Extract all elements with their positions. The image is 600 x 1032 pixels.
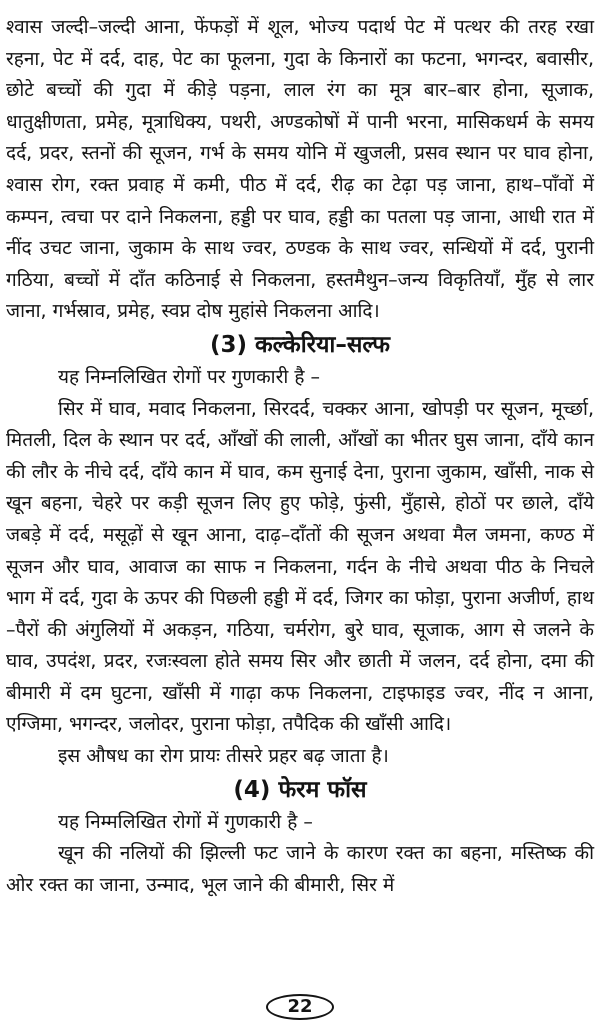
- paragraph-intro-calcarea-sulph: यह निम्नलिखित रोगों पर गुणकारी है –: [58, 365, 320, 388]
- paragraph-aggravation-note: इस औषध का रोग प्रायः तीसरे प्रहर बढ़ जाता है।: [58, 745, 389, 768]
- page-footer: [0, 994, 600, 1020]
- section-heading-ferrum-phos: (4) फेरम फॉस: [233, 776, 367, 803]
- page-number: 22: [266, 994, 334, 1020]
- section-heading-calcarea-sulph: (3) कल्केरिया–सल्फ: [209, 331, 391, 358]
- paragraph-continued-symptoms: श्वास जल्दी–जल्दी आना, फेंफड़ों में शूल, भोज्य पदार्थ पेट में पत्थर की तरह रखा रहना, पेट में दर्द, दाह, पेट का फूलना, गुदा के किनारों का फटना, भगन्दर, बवासीर, छोटे बच्चों की गुदा में कीड़े पड़ना, लाल रंग का मूत्र बार–बार होना, सूजाक, धातुक्षीणता, प्रमेह, मूत्राधिक्य, पथरी, अण्डकोषों में पानी भरना, मासिकधर्म के समय दर्द, प्रदर, स्तनों की सूजन, गर्भ के समय योनि में खुजली, प्रसव स्थान पर घाव होना, श्वास रोग, रक्त प्रवाह में कमी, पीठ में दर्द, रीढ़ का टेढ़ा पड़ जाना, हाथ–पाँवों में कम्पन, त्वचा पर दाने निकलना, हड्डी पर घाव, हड्डी का पतला पड़ जाना, आधी रात में नींद उचट जाना, जुकाम के साथ ज्वर, ठण्डक के साथ ज्वर, सन्धियों में दर्द, पुरानी गठिया, बच्चों में दाँत कठिनाई से निकलना, हस्तमैथुन–जन्य विकृतियाँ, मुँह से लार जाना, गर्भस्राव, प्रमेह, स्वप्न दोष मुहांसे निकलना आदि।: [6, 16, 594, 323]
- paragraph-intro-ferrum-phos: यह निम्मलिखित रोगों में गुणकारी है –: [58, 810, 313, 833]
- paragraph-ferrum-phos-symptoms: खून की नलियों की झिल्ली फट जाने के कारण रक्त का बहना, मस्तिष्क की ओर रक्त का जाना, उन्माद, भूल जाने की बीमारी, सिर में: [6, 842, 594, 896]
- body-text: [6, 12, 594, 901]
- paragraph-calcarea-sulph-symptoms: सिर में घाव, मवाद निकलना, सिरदर्द, चक्कर आना, खोपड़ी पर सूजन, मूर्च्छा, मितली, दिल के स्थान पर दर्द, आँखों की लाली, आँखों का भीतर घुस जाना, दाँये कान की लौर के नीचे दर्द, दाँये कान में घाव, कम सुनाई देना, पुराना जुकाम, खाँसी, नाक से खून बहना, चेहरे पर कड़ी सूजन लिए हुए फोड़े, फुंसी, मुँहासे, होठों पर छाले, दाँये जबड़े में दर्द, मसूढ़ों से खून आना, दाढ़–दाँतों की सूजन अथवा मैल जमना, कण्ठ में सूजन और घाव, आवाज का साफ न निकलना, गर्दन के नीचे अथवा पीठ के निचले भाग में दर्द, गुदा के ऊपर की पिछली हड्डी में दर्द, जिगर का फोड़ा, पुराना अजीर्ण, हाथ –पैरों की अंगुलियों में अकड़न, गठिया, चर्मरोग, बुरे घाव, सूजाक, आग से जलने के घाव, उपदंश, प्रदर, रजःस्वला होते समय सिर और छाती में जलन, दर्द होना, दमा की बीमारी में दम घुटना, खाँसी में गाढ़ा कफ निकलना, टाइफाइड ज्वर, नींद न आना, एग्जिमा, भगन्दर, जलोदर, पुराना फोड़ा, तपैदिक की खाँसी आदि।: [6, 397, 594, 736]
